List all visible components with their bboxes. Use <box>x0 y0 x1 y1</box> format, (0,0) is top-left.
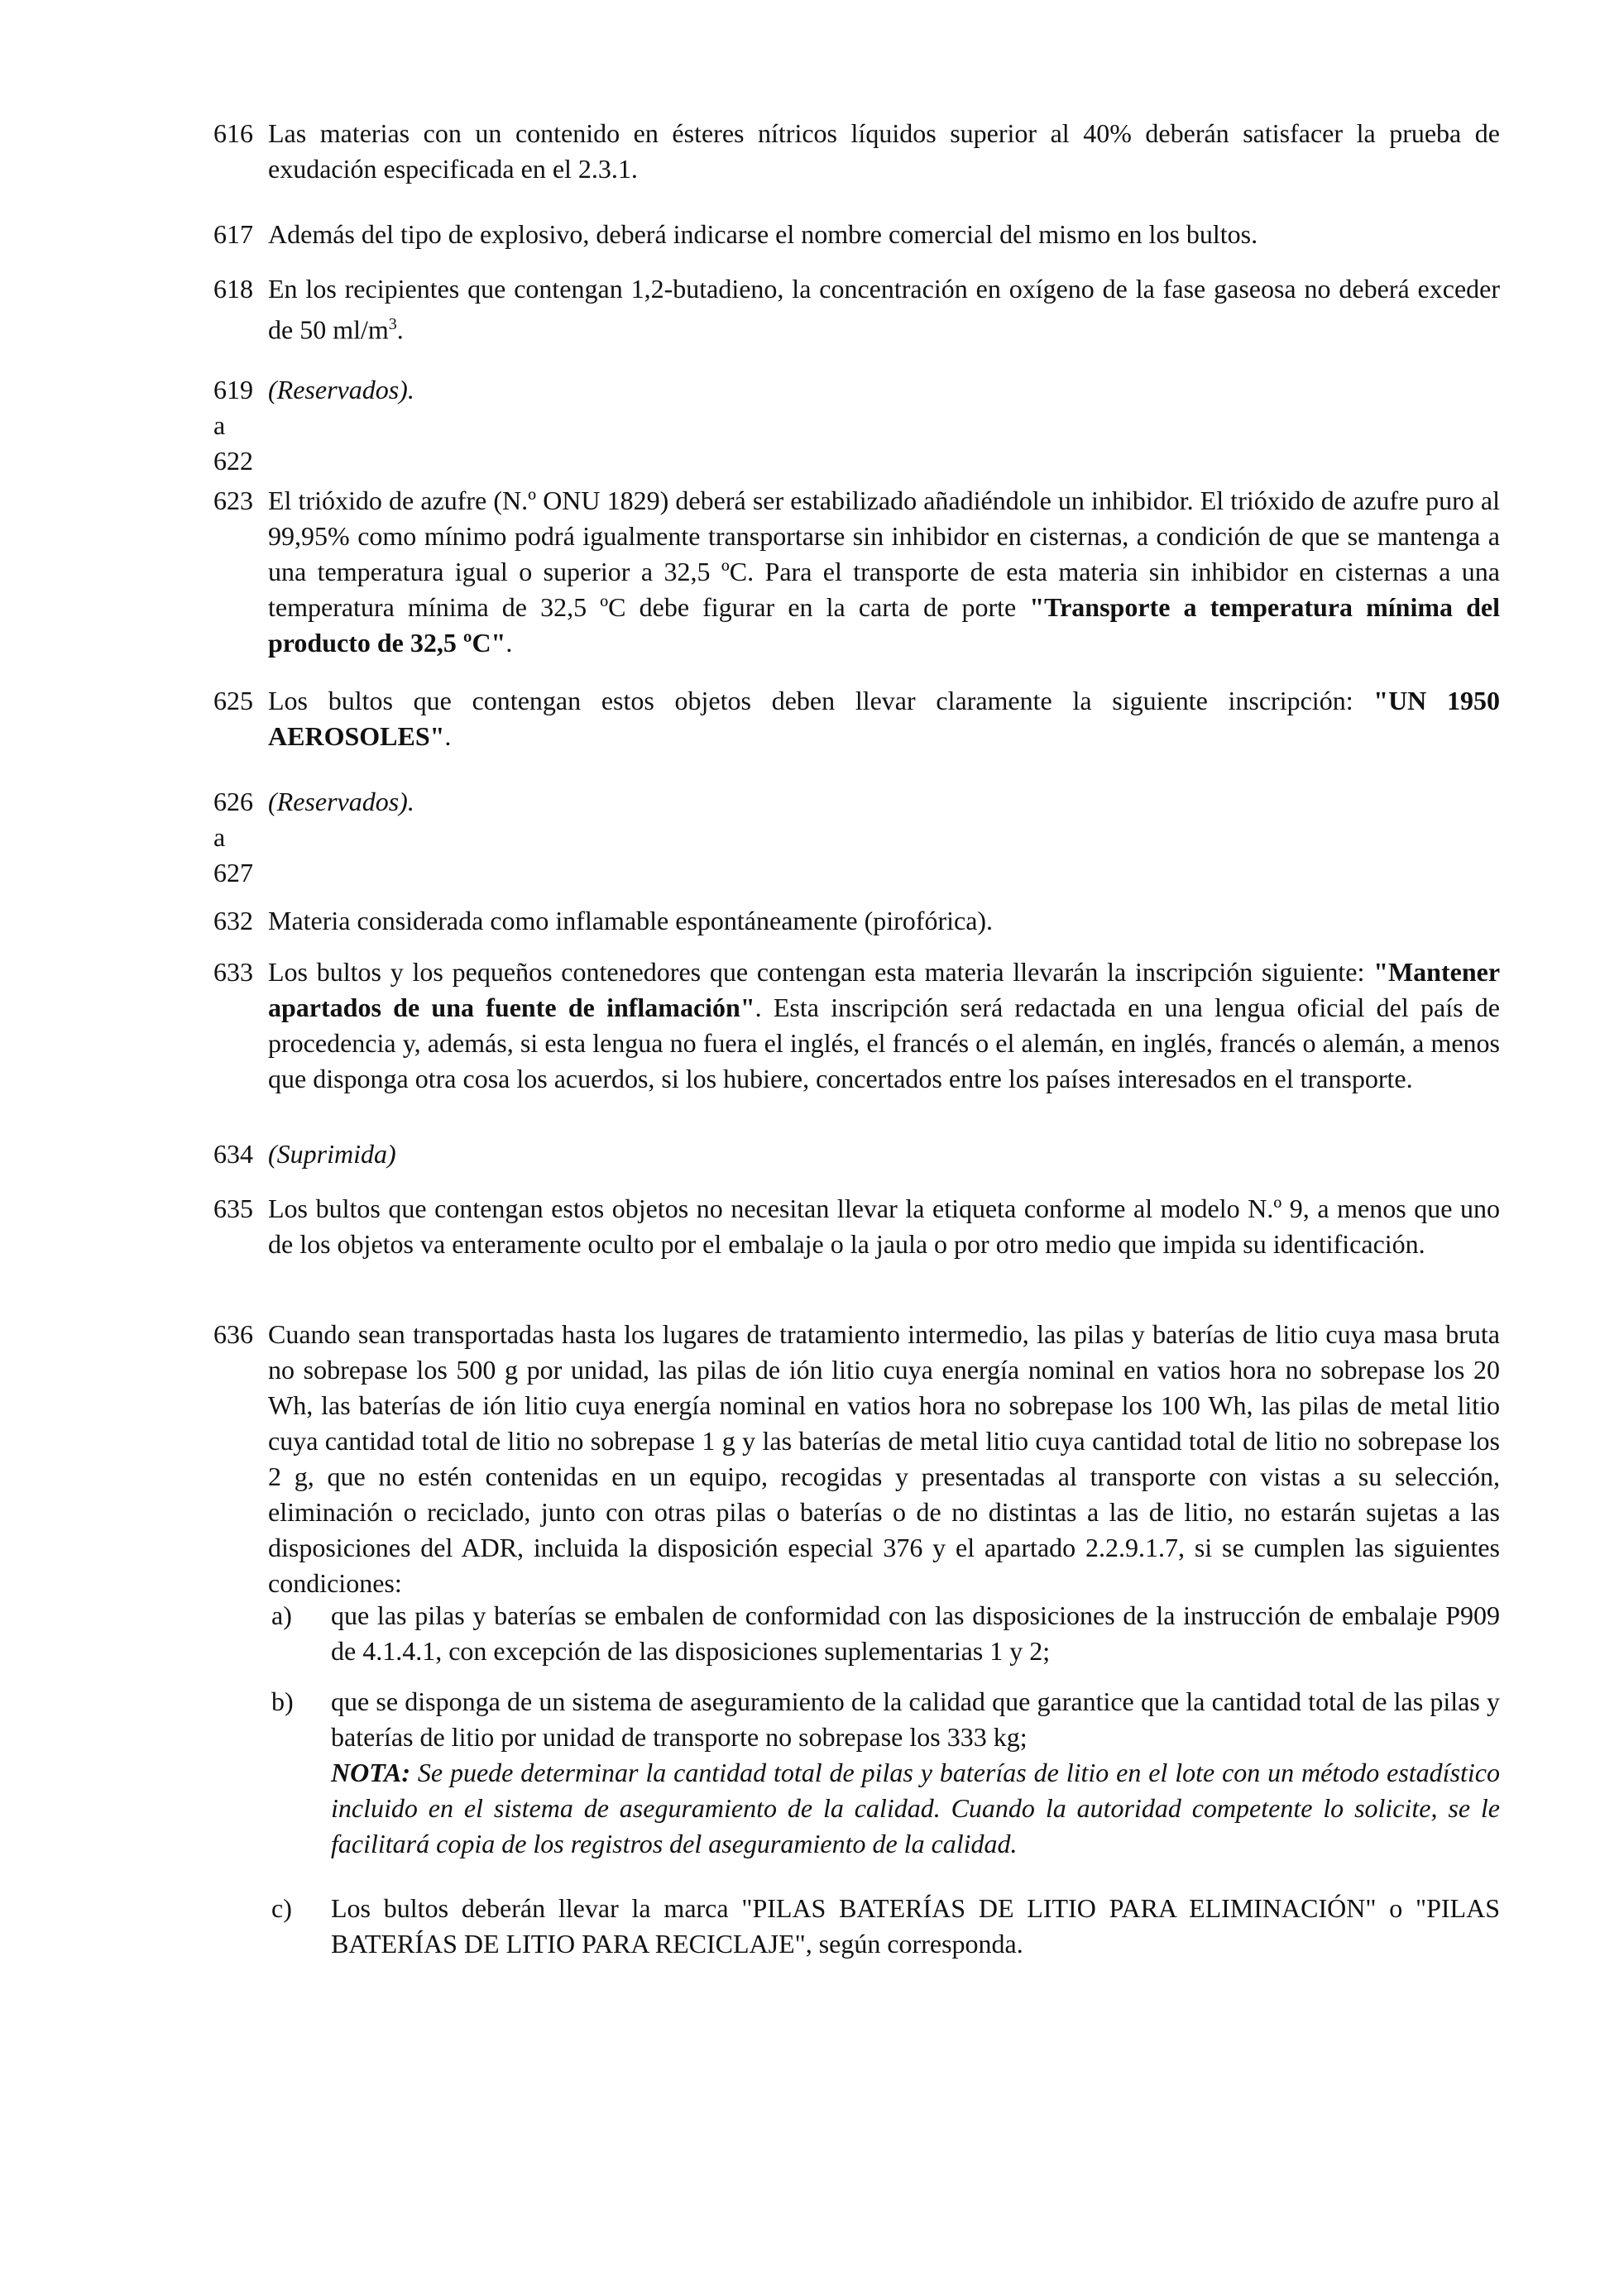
entry-text-part: En los recipientes que contengan 1,2-butadieno, la concentración en oxígeno de la fase gaseosa no deberá exceder de 50 ml/m <box>268 274 1500 345</box>
entry-623 <box>213 483 1500 661</box>
bold-text: "UN 1950 AEROSOLES" <box>268 686 1500 751</box>
entry-625 <box>213 683 1500 754</box>
entry-text: Las materias con un contenido en ésteres nítricos líquidos superior al 40% deberán satisfacer la prueba de exudación especificada en el 2.3.1. <box>268 118 1500 184</box>
entry-626-627 <box>213 784 1500 887</box>
entry-number: 623 <box>213 486 253 515</box>
entry-text <box>268 1136 1500 1172</box>
entry-632 <box>213 903 1500 939</box>
italic-text: (Reservados). <box>268 375 414 404</box>
entry-616 <box>213 116 1500 187</box>
entry-634 <box>213 1136 1500 1172</box>
entry-text <box>268 372 1500 408</box>
entry-635 <box>213 1191 1500 1262</box>
superscript: 3 <box>388 315 397 333</box>
condition-text: Los bultos deberán llevar la marca "PILAS BATERÍAS DE LITIO PARA ELIMINACIÓN" o "PILAS BATERÍAS DE LITIO PARA RECICLAJE", según corresponda. <box>331 1893 1500 1959</box>
entry-number: 636 <box>213 1319 253 1349</box>
condition-text: que se disponga de un sistema de aseguramiento de la calidad que garantice que la cantidad total de las pilas y baterías de litio por unidad de transporte no sobrepase los 333 kg; <box>331 1686 1500 1752</box>
condition-text: que las pilas y baterías se embalen de conformidad con las disposiciones de la instrucción de embalaje P909 de 4.1.4.1, con excepción de las disposiciones suplementarias 1 y 2; <box>331 1600 1500 1666</box>
entry-range <box>213 372 263 479</box>
nota-label: NOTA: <box>331 1758 410 1787</box>
range-mid: a <box>213 822 226 852</box>
range-start: 619 <box>213 375 253 404</box>
entry-number: 634 <box>213 1139 253 1169</box>
entry-618 <box>213 271 1500 348</box>
entry-636 <box>213 1317 1500 1601</box>
entry-text-part: El trióxido de azufre (N.º ONU 1829) deberá ser estabilizado añadiéndole un inhibidor. El trióxido de azufre puro al 99,95% como mínimo podrá igualmente transportarse sin inhibidor en cisternas, a condición de que se mantenga a una temperatura igual o superior a 32,5 ºC. Para el transporte de esta materia sin inhibidor en cisternas a una temperatura mínima de 32,5 ºC debe figurar en la carta de porte <box>268 486 1500 622</box>
range-start: 626 <box>213 787 253 816</box>
condition-b <box>213 1684 1500 1862</box>
range-mid: a <box>213 410 226 440</box>
entry-number: 618 <box>213 274 253 304</box>
entry-text-part: . <box>396 314 404 345</box>
entry-text <box>268 483 1500 661</box>
entry-619-622 <box>213 372 1500 476</box>
condition-label: b) <box>271 1686 294 1716</box>
condition-label: a) <box>271 1600 292 1630</box>
condition-c <box>213 1891 1500 1962</box>
range-end: 627 <box>213 858 253 887</box>
italic-text: (Reservados). <box>268 787 414 816</box>
bold-text: "Mantener apartados de una fuente de inflamación" <box>268 957 1501 1022</box>
entry-number: 617 <box>213 219 253 249</box>
entry-number: 616 <box>213 118 253 148</box>
entry-number: 633 <box>213 957 253 987</box>
nota-block <box>331 1755 1500 1862</box>
entry-633 <box>213 954 1500 1097</box>
entry-number: 625 <box>213 686 253 715</box>
entry-text: Además del tipo de explosivo, deberá indicarse el nombre comercial del mismo en los bultos. <box>268 219 1258 249</box>
entry-text <box>268 784 1500 820</box>
entry-text: Los bultos que contengan estos objetos no necesitan llevar la etiqueta conforme al modelo N.º 9, a menos que uno de los objetos va enteramente oculto por el embalaje o la jaula o por otro medio que impida su identificación. <box>268 1193 1500 1259</box>
condition-label: c) <box>271 1893 292 1923</box>
entry-range <box>213 784 263 891</box>
italic-text: (Suprimida) <box>268 1139 396 1169</box>
entry-number: 635 <box>213 1193 253 1223</box>
entry-text <box>268 954 1500 1097</box>
entry-text-part: . <box>505 628 513 658</box>
entry-text <box>268 683 1500 754</box>
entry-text-part: Los bultos que contengan estos objetos deben llevar claramente la siguiente inscripción: <box>268 686 1353 715</box>
entry-text <box>268 271 1500 348</box>
entry-text: Cuando sean transportadas hasta los lugares de tratamiento intermedio, las pilas y baterías de litio cuya masa bruta no sobrepase los 500 g por unidad, las pilas de ión litio cuya energía nominal en vatios hora no sobrepase los 20 Wh, las baterías de ión litio cuya energía nominal en vatios hora no sobrepase los 100 Wh, las pilas de metal litio cuya cantidad total de litio no sobrepase 1 g y las baterías de metal litio cuya cantidad total de litio no sobrepase los 2 g, que no estén contenidas en un equipo, recogidas y presentadas al transporte con vistas a su selección, eliminación o reciclado, junto con otras pilas o baterías o de no distintas a las de litio, no estarán sujetas a las disposiciones del ADR, incluida la disposición especial 376 y el apartado 2.2.9.1.7, si se cumplen las siguientes condiciones: <box>268 1319 1500 1598</box>
entry-text-part: . <box>444 721 452 751</box>
bold-text: "Transporte a temperatura mínima del producto de 32,5 ºC" <box>268 592 1501 658</box>
condition-a <box>213 1598 1500 1669</box>
entry-number: 632 <box>213 906 253 935</box>
nota-text: Se puede determinar la cantidad total de pilas y baterías de litio en el lote con un método estadístico incluido en el sistema de aseguramiento de la calidad. Cuando la autoridad competente lo solicite, se le facilitará copia de los registros del aseguramiento de la calidad. <box>331 1758 1501 1858</box>
entry-text: Materia considerada como inflamable espontáneamente (pirofórica). <box>268 906 994 935</box>
range-end: 622 <box>213 446 253 476</box>
entry-text-part: Los bultos y los pequeños contenedores que contengan esta materia llevarán la inscripción siguiente: <box>268 957 1365 987</box>
entry-text-part: . Esta inscripción será redactada en una lengua oficial del país de procedencia y, además, si esta lengua no fuera el inglés, el francés o el alemán, en inglés, francés o alemán, a menos que disponga otra cosa los acuerdos, si los hubiere, concertados entre los países interesados en el transporte. <box>268 993 1500 1093</box>
entry-617 <box>213 217 1500 252</box>
